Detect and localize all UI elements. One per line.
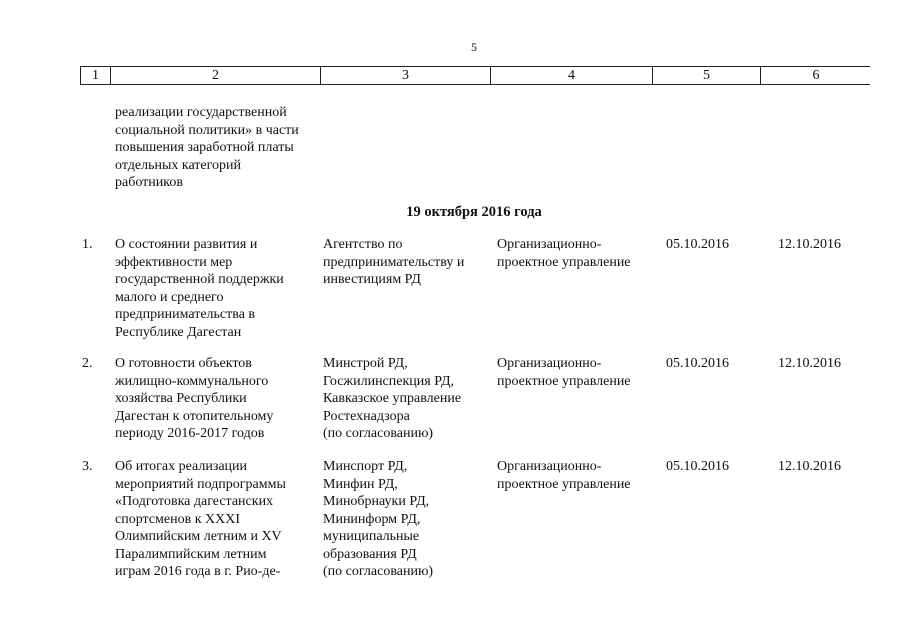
- header-col-3: 3: [321, 67, 491, 84]
- date-review: 12.10.2016: [778, 356, 841, 371]
- agenda-title: Об итогах реализации мероприятий подпрограммы «Подготовка дагестанских спортсменов к XXXI Олимпийским летним и XV Паралимпийским летним играм 2016 года в г. Рио-де-: [115, 459, 286, 579]
- agenda-title: О состоянии развития и эффективности мер государственной поддержки малого и среднего предпринимательства в Республике Дагестан: [115, 237, 284, 340]
- department: Организационно- проектное управление: [497, 237, 631, 270]
- responsible-bodies: Агентство по предпринимательству и инвестициям РД: [323, 237, 465, 287]
- header-col-1: 1: [81, 67, 111, 84]
- row-number: 2.: [82, 356, 93, 371]
- agenda-title: О готовности объектов жилищно-коммунального хозяйства Республики Дагестан к отопительному периоду 2016-2017 годов: [115, 356, 274, 441]
- date-review: 12.10.2016: [778, 459, 841, 474]
- page-number: 5: [471, 40, 477, 54]
- date-submission: 05.10.2016: [666, 459, 729, 474]
- table-header-row: [80, 66, 870, 85]
- date-submission: 05.10.2016: [666, 356, 729, 371]
- date-heading: 19 октября 2016 года: [406, 204, 542, 220]
- row-number: 3.: [82, 459, 93, 474]
- header-col-2: 2: [111, 67, 321, 84]
- responsible-bodies: Минстрой РД, Госжилинспекция РД, Кавказское управление Ростехнадзора (по согласованию): [323, 356, 462, 441]
- row-number: 1.: [82, 237, 93, 252]
- continued-text: реализации государственной социальной политики» в части повышения заработной платы отдельных категорий работников: [115, 105, 299, 190]
- department: Организационно- проектное управление: [497, 356, 631, 389]
- responsible-bodies: Минспорт РД, Минфин РД, Минобрнауки РД, Мининформ РД, муниципальные образования РД (по согласованию): [323, 459, 434, 579]
- header-col-5: 5: [653, 67, 761, 84]
- date-review: 12.10.2016: [778, 237, 841, 252]
- header-col-4: 4: [491, 67, 653, 84]
- header-col-6: 6: [812, 68, 820, 83]
- department: Организационно- проектное управление: [497, 459, 631, 492]
- date-submission: 05.10.2016: [666, 237, 729, 252]
